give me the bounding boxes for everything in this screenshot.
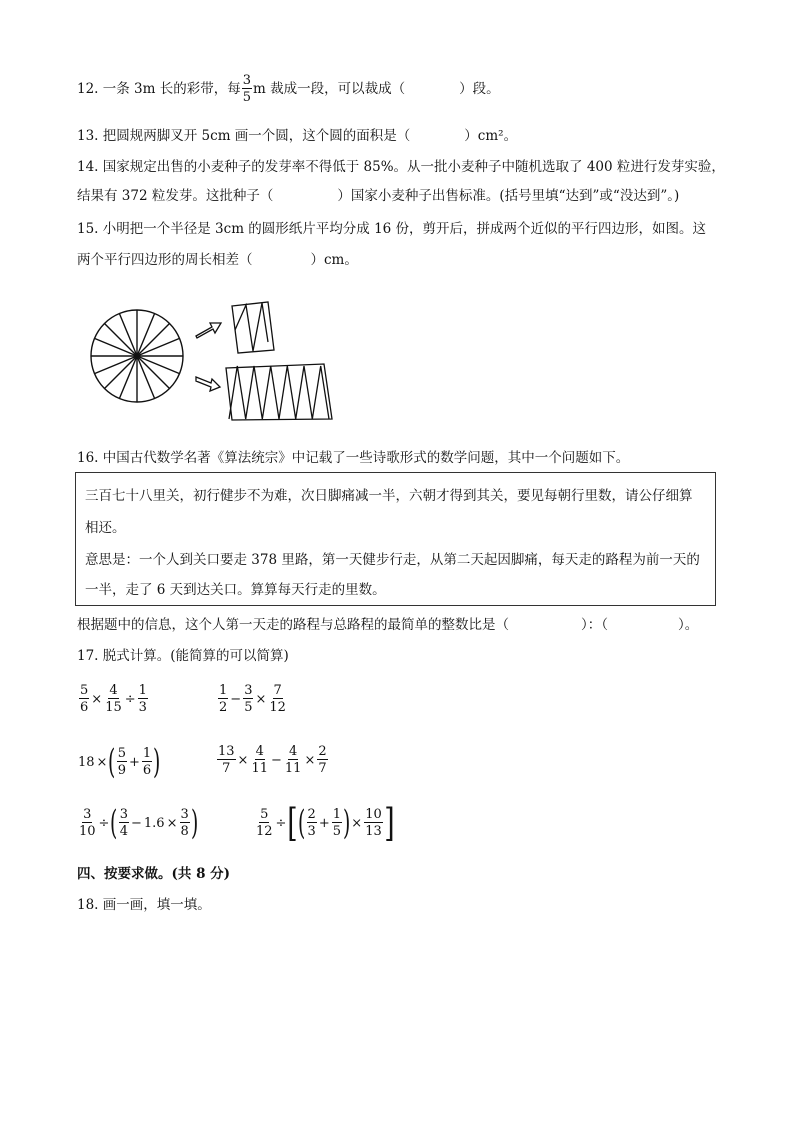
open-bracket: [ xyxy=(287,801,299,845)
operator: × xyxy=(237,752,249,768)
operator: − xyxy=(131,815,142,831)
question-17-title: 17. 脱式计算。(能简算的可以简算) xyxy=(77,648,289,664)
small-parallelogram xyxy=(232,302,274,353)
operator: × xyxy=(96,754,108,770)
numerator: 5 xyxy=(260,807,269,822)
numerator: 4 xyxy=(289,744,298,759)
q12-frac-den: 5 xyxy=(242,90,252,105)
number: 18 xyxy=(78,754,95,770)
operator: + xyxy=(318,815,330,831)
q16-poem-line1: 三百七十八里关，初行健步不为难，次日脚痛减一半，六朝才得到其关，要见每朝行里数，请公仔细算 xyxy=(85,488,693,504)
fraction xyxy=(104,684,123,714)
circle-spoke xyxy=(137,324,170,357)
numerator: 13 xyxy=(218,744,235,759)
fraction xyxy=(117,747,127,777)
close-paren: ) xyxy=(343,803,351,843)
fraction xyxy=(78,808,97,838)
denominator: 11 xyxy=(251,761,268,776)
denominator: 15 xyxy=(105,700,122,715)
numerator: 7 xyxy=(273,683,282,698)
fraction xyxy=(268,684,287,714)
numerator: 4 xyxy=(255,744,264,759)
operator: × xyxy=(255,691,267,707)
q16-question-end: ）。 xyxy=(678,617,699,633)
q12-text-end: ）段。 xyxy=(459,81,500,97)
q17-expression-6 xyxy=(254,801,395,845)
fraction xyxy=(307,808,317,838)
denominator: 6 xyxy=(80,700,89,715)
operator: − xyxy=(230,691,242,707)
q17-expression-3 xyxy=(78,742,161,782)
open-paren: ( xyxy=(110,803,118,843)
q15-figure xyxy=(80,290,370,430)
q16-meaning-line1: 意思是：一个人到关口要走 378 里路，第一天健步行走，从第二天起因脚痛，每天走的路程为前一天的 xyxy=(85,552,700,568)
numerator: 3 xyxy=(244,683,253,698)
q15-text-post: ）cm。 xyxy=(310,252,358,268)
q16-poem-box xyxy=(75,472,716,606)
operator: ÷ xyxy=(124,691,136,707)
fraction xyxy=(317,745,327,775)
denominator: 12 xyxy=(269,700,286,715)
fraction xyxy=(217,745,236,775)
numerator: 4 xyxy=(109,683,118,698)
close-bracket: ] xyxy=(383,801,395,845)
fraction xyxy=(364,808,383,838)
q14-text-pre: 结果有 372 粒发芽。这批种子（ xyxy=(77,188,274,204)
q12-text-pre: 12. 一条 3m 长的彩带，每 xyxy=(77,81,241,97)
question-16-intro: 16. 中国古代数学名著《算法统宗》中记载了一些诗歌形式的数学问题，其中一个问题如下。 xyxy=(77,450,630,466)
open-paren: ( xyxy=(298,803,306,843)
fraction xyxy=(243,684,253,714)
denominator: 8 xyxy=(180,824,189,839)
close-paren: ) xyxy=(190,803,199,843)
sectored-circle xyxy=(91,310,183,402)
fraction xyxy=(119,808,129,838)
denominator: 5 xyxy=(332,824,342,839)
question-13 xyxy=(77,126,517,146)
denominator: 4 xyxy=(119,824,128,839)
fraction xyxy=(250,745,269,775)
denominator: 12 xyxy=(256,824,273,839)
fraction xyxy=(180,808,190,838)
q12-text-post: m 裁成一段，可以裁成（ xyxy=(253,81,406,97)
numerator: 2 xyxy=(307,807,316,822)
numerator: 1 xyxy=(138,683,147,698)
question-16-question xyxy=(77,615,698,635)
operator: ÷ xyxy=(275,815,287,831)
operator: × xyxy=(304,752,316,768)
q17-expression-5 xyxy=(77,803,199,843)
numerator: 2 xyxy=(318,744,327,759)
q15-text-pre: 两个平行四边形的周长相差（ xyxy=(77,252,253,268)
q16-poem-line2: 相还。 xyxy=(85,520,126,536)
q12-frac-num: 3 xyxy=(242,73,252,88)
numerator: 3 xyxy=(83,807,92,822)
question-15-line1: 15. 小明把一个半径是 3cm 的圆形纸片平均分成 16 份，剪开后，拼成两个近似的平行四边形，如图。这 xyxy=(77,221,707,237)
numerator: 3 xyxy=(180,807,189,822)
fraction xyxy=(142,747,152,777)
denominator: 10 xyxy=(79,824,96,839)
q17-expression-1 xyxy=(78,684,149,714)
operator: ÷ xyxy=(98,815,110,831)
large-parallelogram xyxy=(226,364,332,420)
numerator: 1 xyxy=(332,807,342,822)
denominator: 3 xyxy=(138,700,147,715)
close-paren: ) xyxy=(153,742,161,782)
q16-question-pre: 根据题中的信息，这个人第一天走的路程与总路程的最简单的整数比是（ xyxy=(77,617,509,633)
denominator: 2 xyxy=(219,700,228,715)
numerator: 10 xyxy=(365,807,382,822)
operator: + xyxy=(129,754,140,770)
q16-question-mid: ）：（ xyxy=(581,617,608,633)
arrow-icon xyxy=(196,377,220,391)
question-14-line1: 14. 国家规定出售的小麦种子的发芽率不得低于 85%。从一批小麦种子中随机选取了 400 粒进行发芽实验， xyxy=(77,159,725,175)
question-15-line2 xyxy=(77,250,358,270)
circle-spoke xyxy=(105,356,138,389)
q16-meaning-line2: 一半，走了 6 天到达关口。算算每天行走的里数。 xyxy=(85,582,386,598)
question-18: 18. 画一画，填一填。 xyxy=(77,897,211,913)
denominator: 11 xyxy=(284,761,302,776)
fraction xyxy=(79,684,89,714)
fraction xyxy=(332,808,342,838)
arrow-icon xyxy=(196,323,221,338)
circle-spoke xyxy=(105,324,138,357)
denominator: 6 xyxy=(142,763,152,778)
q17-expression-2 xyxy=(217,684,288,714)
q12-fraction xyxy=(242,74,252,104)
numerator: 1 xyxy=(219,683,228,698)
q13-text-end: ）cm²。 xyxy=(464,128,518,144)
question-14-line2 xyxy=(77,186,679,206)
numerator: 5 xyxy=(80,683,89,698)
numerator: 5 xyxy=(117,746,126,761)
number: 1.6 xyxy=(143,815,165,831)
denominator: 13 xyxy=(365,824,382,839)
fraction xyxy=(284,745,303,775)
numerator: 3 xyxy=(119,807,128,822)
operator: × xyxy=(166,815,178,831)
fraction xyxy=(138,684,148,714)
operator: × xyxy=(351,815,363,831)
q13-text-pre: 13. 把圆规两脚叉开 5cm 画一个圆，这个圆的面积是（ xyxy=(77,128,411,144)
fraction xyxy=(218,684,228,714)
operator: × xyxy=(91,691,103,707)
fraction xyxy=(255,808,274,838)
open-paren: ( xyxy=(108,742,116,782)
question-12 xyxy=(77,73,500,105)
section-4-heading: 四、按要求做。(共 8 分) xyxy=(77,866,231,882)
denominator: 9 xyxy=(117,763,126,778)
denominator: 7 xyxy=(318,761,327,776)
q14-text-post: ）国家小麦种子出售标准。(括号里填“达到”或“没达到”。) xyxy=(337,188,680,204)
circle-spoke xyxy=(137,356,170,389)
q17-expression-4 xyxy=(216,745,329,775)
denominator: 7 xyxy=(222,761,231,776)
numerator: 1 xyxy=(142,746,152,761)
operator: − xyxy=(271,752,282,768)
denominator: 5 xyxy=(244,700,253,715)
denominator: 3 xyxy=(307,824,316,839)
